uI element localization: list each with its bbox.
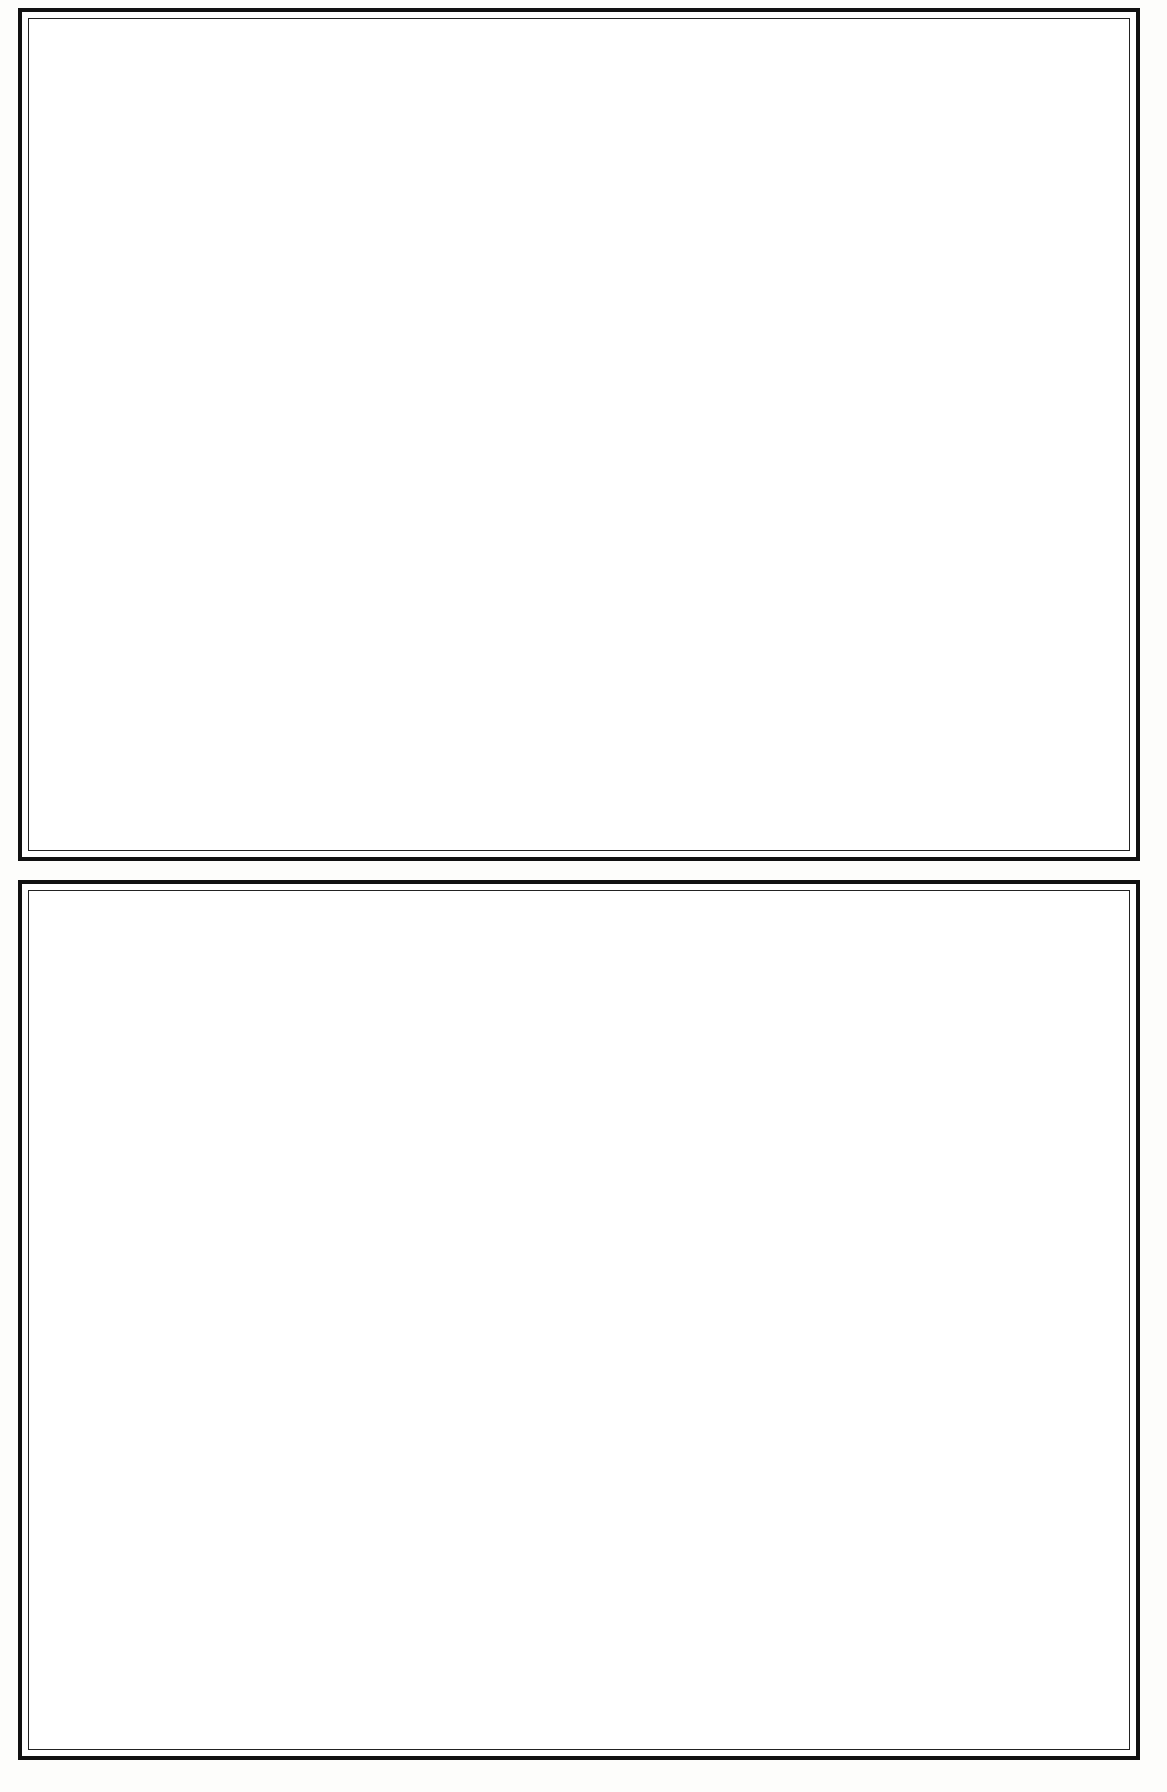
top-page [18,8,1140,861]
bottom-page [18,880,1140,1760]
